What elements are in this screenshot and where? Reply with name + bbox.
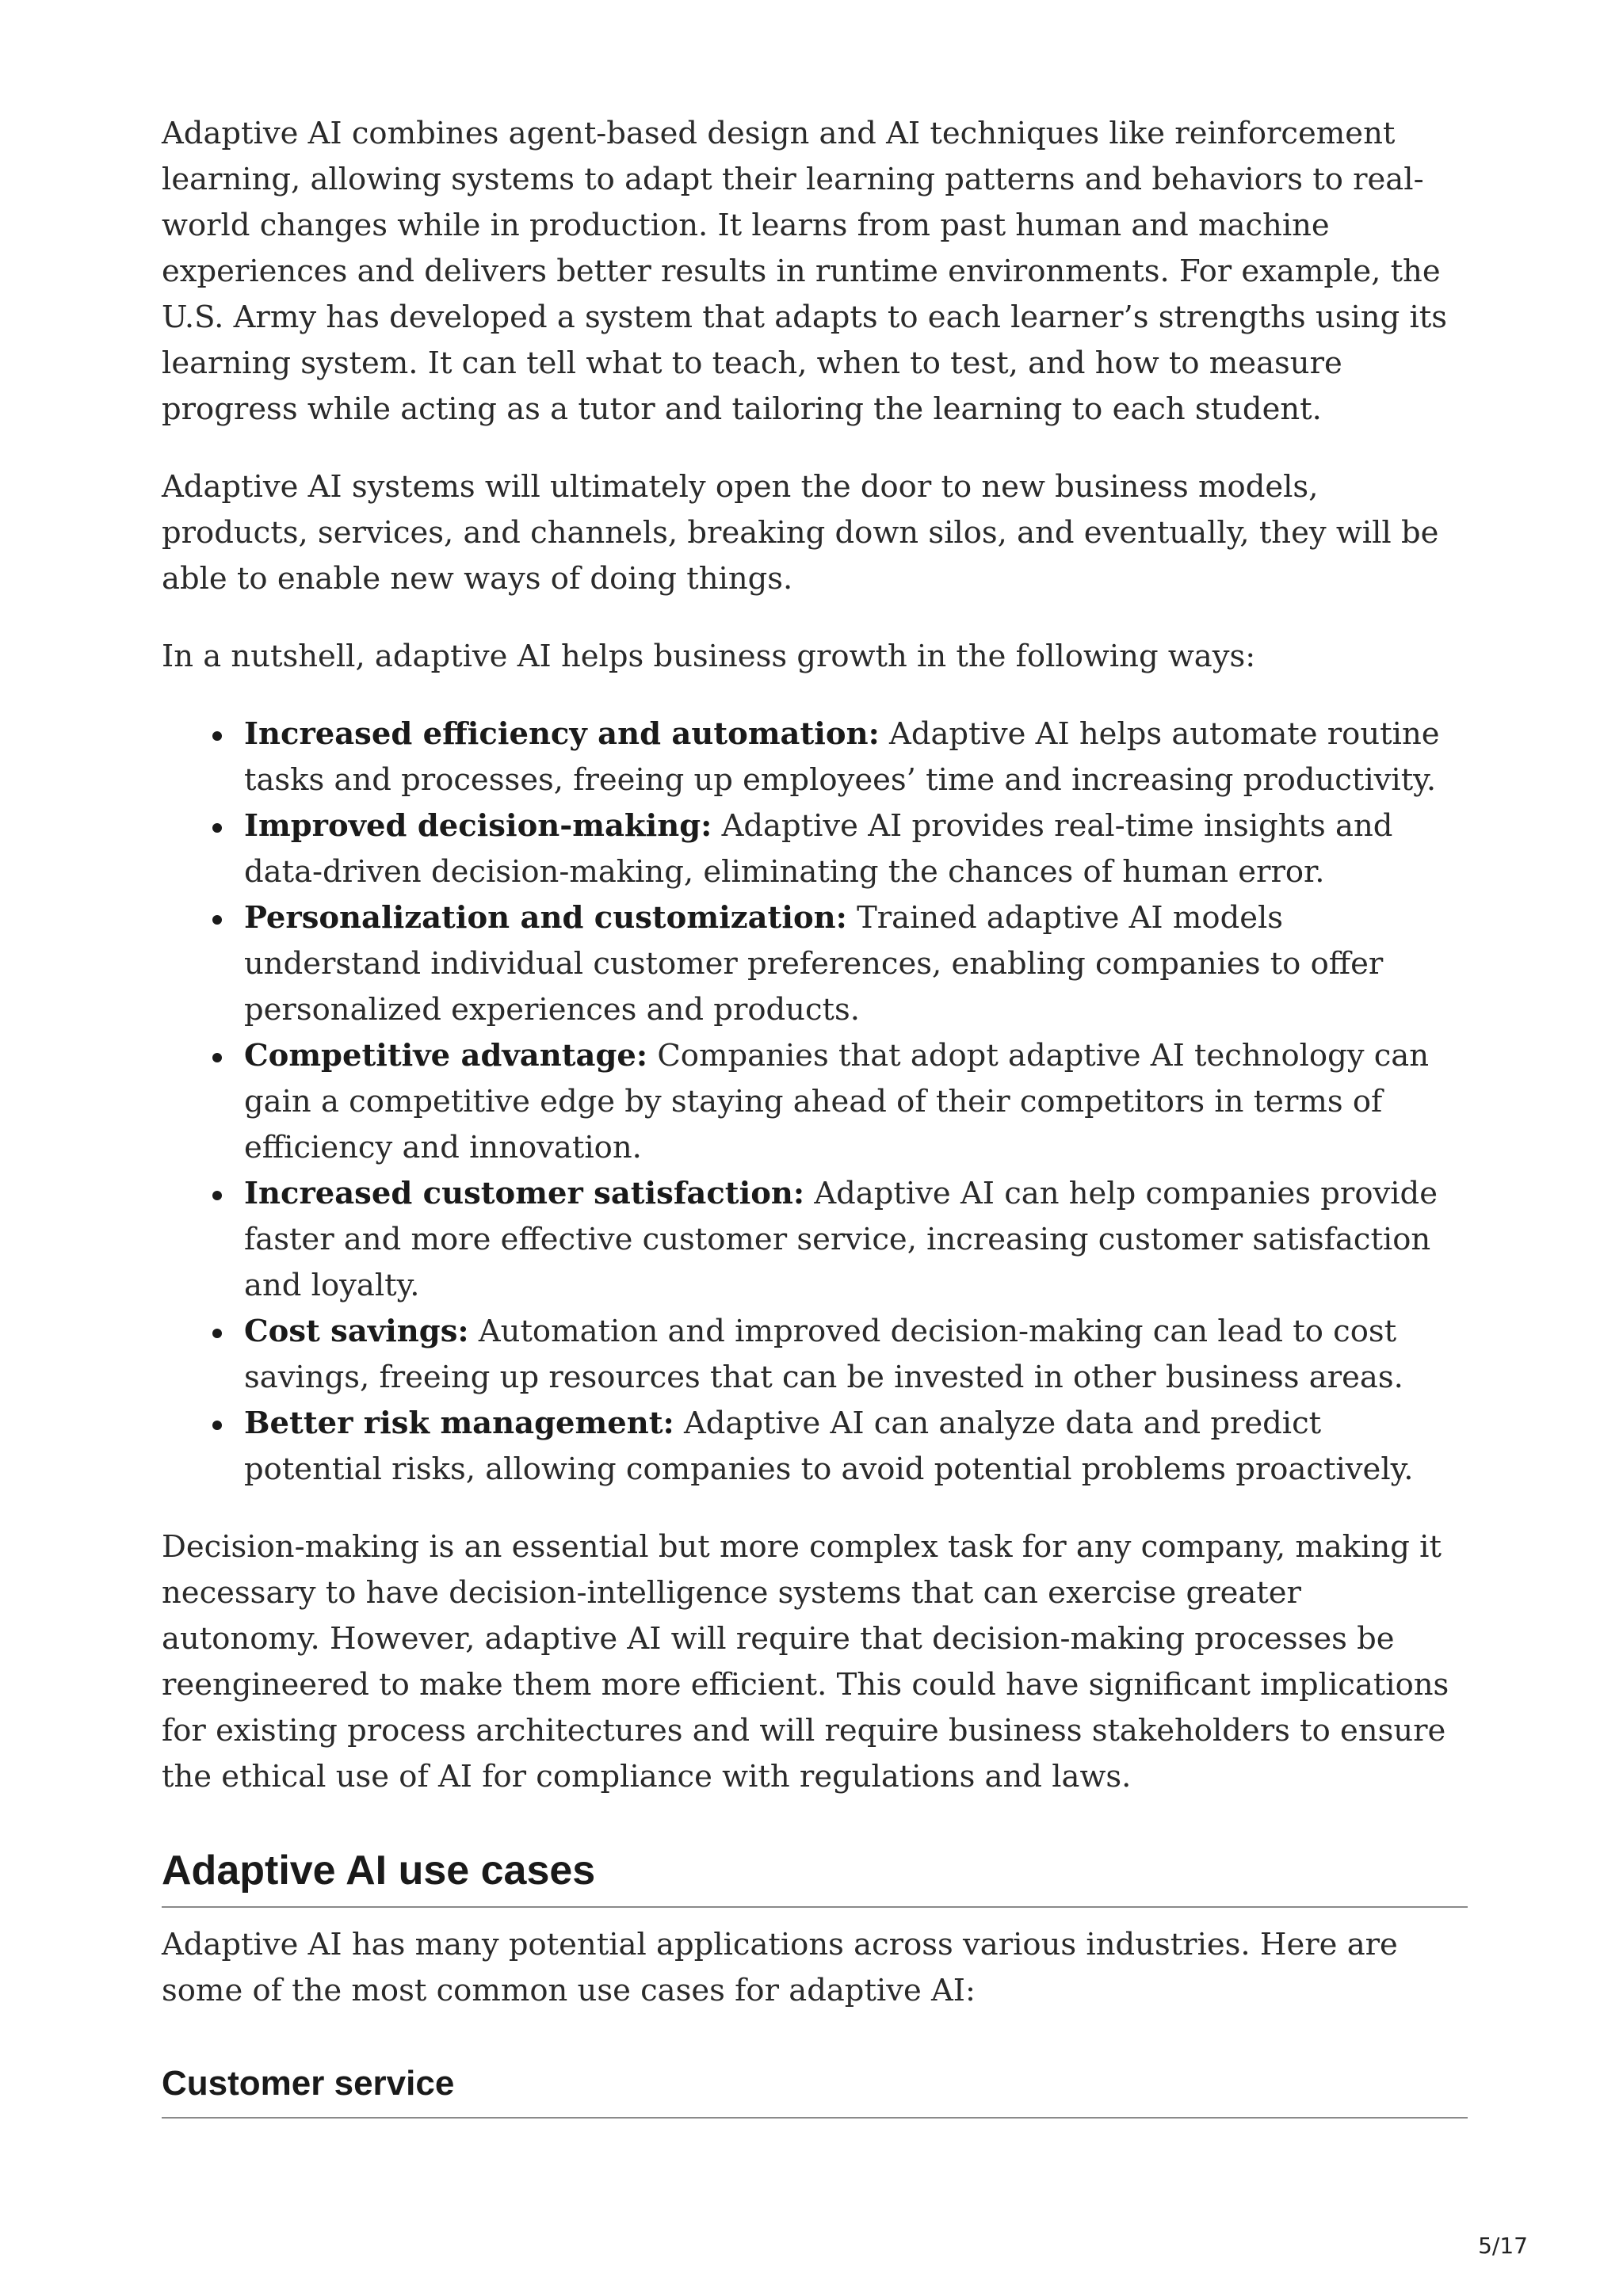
benefit-text: Automation and improved decision-making can lead to cost savings, freeing up resources that can be invested in other business areas.	[244, 1314, 1403, 1395]
benefit-text: Adaptive AI can analyze data and predict potential risks, allowing companies to avoid potential problems proactively.	[244, 1405, 1414, 1487]
intro-paragraph: Adaptive AI combines agent-based design and AI techniques like reinforcement learning, allowing systems to adapt their learning patterns and behaviors to real-world changes while in production. It learns from past human and machine experiences and delivers better results in runtime environments. For example, the U.S. Army has developed a system that adapts to each learner’s strengths using its learning system. It can tell what to teach, when to test, and how to measure progress while acting as a tutor and tailoring the learning to each student.	[162, 116, 1448, 427]
benefit-title: Cost savings:	[244, 1314, 469, 1349]
list-item	[244, 1171, 1468, 1309]
benefit-title: Increased customer satisfaction:	[244, 1176, 805, 1211]
benefit-title: Better risk management:	[244, 1405, 674, 1441]
article-body	[162, 111, 1468, 2119]
list-item	[244, 1401, 1468, 1493]
use-cases-heading: Adaptive AI use cases	[162, 1846, 1468, 1908]
benefit-text: Adaptive AI helps automate routine tasks and processes, freeing up employees’ time and increasing productivity.	[244, 716, 1440, 798]
benefits-list	[162, 711, 1468, 1493]
benefit-title: Increased efficiency and automation:	[244, 716, 880, 752]
page-number: 5/17	[1478, 2233, 1528, 2259]
list-item	[244, 803, 1468, 895]
customer-service-heading: Customer service	[162, 2061, 1468, 2119]
benefit-title: Personalization and customization:	[244, 900, 847, 936]
list-item	[244, 1033, 1468, 1171]
list-item	[244, 895, 1468, 1033]
benefit-title: Improved decision-making:	[244, 808, 712, 844]
benefit-title: Competitive advantage:	[244, 1038, 648, 1074]
decision-making-paragraph: Decision-making is an essential but more complex task for any company, making it necessary to have decision-intelligence systems that can exercise greater autonomy. However, adaptive AI will require that decision-making processes be reengineered to make them more efficient. This could have significant implications for existing process architectures and will require business stakeholders to ensure the ethical use of AI for compliance with regulations and laws.	[162, 1529, 1449, 1794]
benefit-text: Trained adaptive AI models understand individual customer preferences, enabling companies to offer personalized experiences and products.	[244, 900, 1384, 1028]
list-item	[244, 711, 1468, 803]
benefit-text: Adaptive AI provides real-time insights and data-driven decision-making, eliminating the chances of human error.	[244, 808, 1393, 890]
use-cases-intro: Adaptive AI has many potential applications across various industries. Here are some of the most common use cases for adaptive AI:	[162, 1927, 1398, 2008]
growth-lead-paragraph: In a nutshell, adaptive AI helps business growth in the following ways:	[162, 639, 1256, 674]
benefit-text: Adaptive AI can help companies provide faster and more effective customer service, increasing customer satisfaction and loyalty.	[244, 1176, 1438, 1303]
benefit-text: Companies that adopt adaptive AI technology can gain a competitive edge by staying ahead of their competitors in terms of efficiency and innovation.	[244, 1038, 1430, 1165]
business-models-paragraph: Adaptive AI systems will ultimately open the door to new business models, products, services, and channels, breaking down silos, and eventually, they will be able to enable new ways of doing things.	[162, 469, 1439, 597]
list-item	[244, 1309, 1468, 1401]
